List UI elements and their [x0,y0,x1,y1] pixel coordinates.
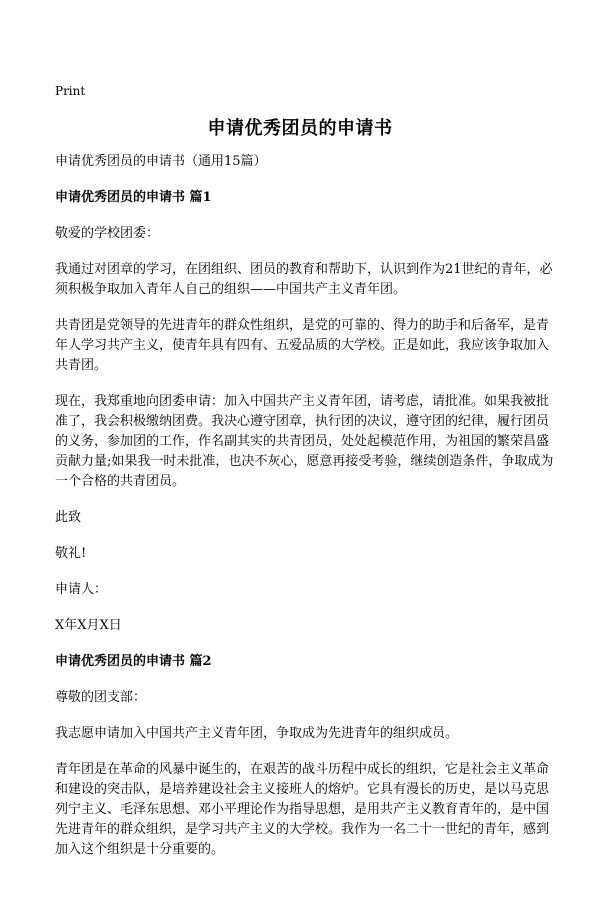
print-label: Print [55,84,86,98]
applicant-line: 申请人： [55,582,108,597]
salutation: 敬爱的学校团委： [55,226,160,241]
section-heading: 申请优秀团员的申请书 篇1 [55,190,212,205]
body-paragraph: 我通过对团章的学习，在团组织、团员的教育和帮助下，认识到作为21世纪的青年，必须积极争取加入青年人自己的组织——中国共产主义青年团。 [55,262,553,297]
document-content [55,152,555,876]
section-heading: 申请优秀团员的申请书 篇2 [55,654,212,669]
document-title: 申请优秀团员的申请书 [207,118,393,139]
document-subtitle: 申请优秀团员的申请书（通用15篇） [55,154,267,169]
regards-line: 敬礼! [55,546,87,561]
salutation: 尊敬的团支部： [55,690,147,705]
body-paragraph: 共青团是党领导的先进青年的群众性组织，是党的可靠的、得力的助手和后备军，是青年人学习共产主义，使青年具有四有、五爱品质的大学校。正是如此，我应该争取加入共青团。 [55,318,550,373]
date-line: X年X月X日 [55,618,122,633]
closing-line: 此致 [55,510,82,525]
body-paragraph: 青年团是在革命的风暴中诞生的，在艰苦的战斗历程中成长的组织，它是社会主义革命和建设的突击队，是培养建设社会主义接班人的熔炉。它具有漫长的历史，是以马克思列宁主义、毛泽东思想、邓小平理论作为指导思想，是用共产主义教育青年的，是中国先进青年的群众组织，是学习共产主义的大学校。我作为一名二十一世纪的青年，感到加入这个组织是十分重要的。 [55,762,550,857]
body-paragraph: 现在，我郑重地向团委申请：加入中国共产主义青年团，请考虑，请批准。如果我被批准了，我会积极缴纳团费。我决心遵守团章，执行团的决议，遵守团的纪律，履行团员的义务，参加团的工作，作名副其实的共青团员，处处起模范作用，为祖国的繁荣昌盛贡献力量;如果我一时未批准，也决不灰心，愿意再接受考验，继续创造条件，争取成为一个合格的共青团员。 [55,394,554,489]
body-paragraph: 我志愿申请加入中国共产主义青年团，争取成为先进青年的组织成员。 [55,726,459,741]
